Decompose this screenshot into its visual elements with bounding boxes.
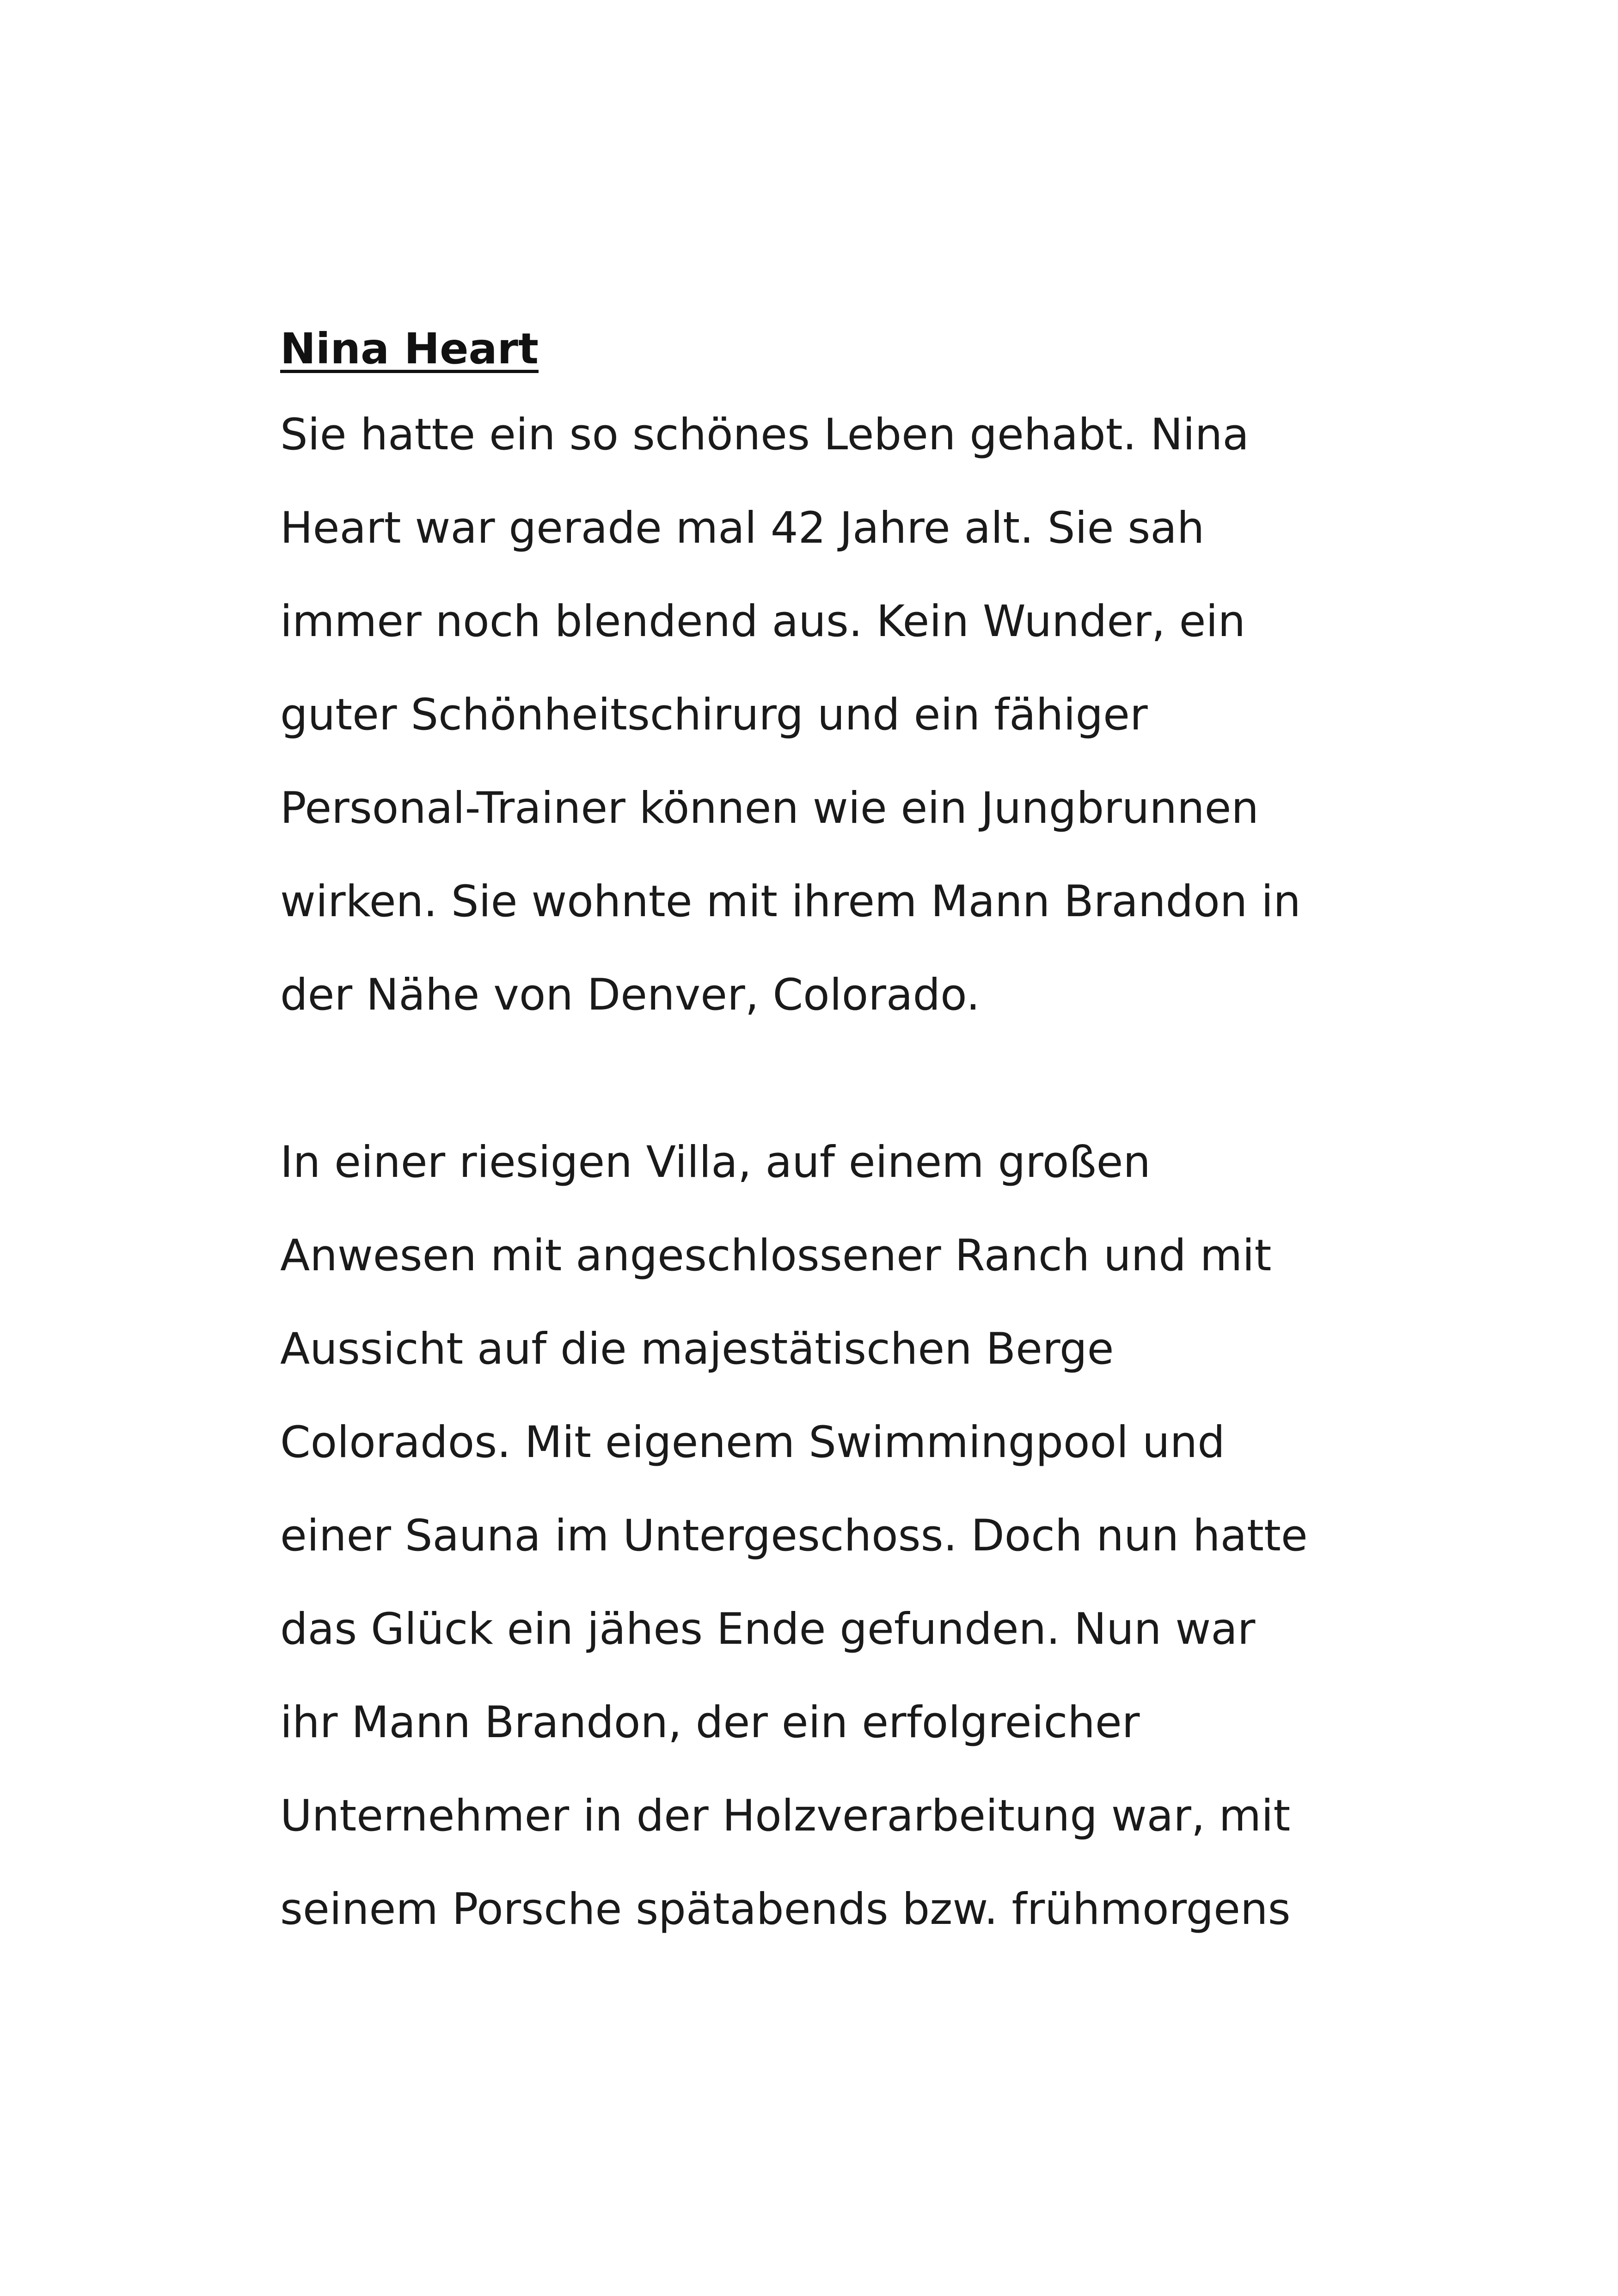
text-line: In einer riesigen Villa, auf einem großen [280, 1137, 1151, 1188]
document-body [280, 319, 1353, 1956]
paragraph-1 [280, 388, 1353, 1042]
text-line: Unternehmer in der Holzverarbeitung war, mit [280, 1791, 1291, 1841]
text-line: guter Schönheitschirurg und ein fähiger [280, 690, 1148, 740]
text-line: ihr Mann Brandon, der ein erfolgreicher [280, 1697, 1140, 1748]
text-line: wirken. Sie wohnte mit ihrem Mann Brandon in [280, 876, 1301, 927]
text-line: seinem Porsche spätabends bzw. frühmorgens [280, 1884, 1291, 1935]
text-line: Personal-Trainer können wie ein Jungbrunnen [280, 783, 1259, 833]
text-line: das Glück ein jähes Ende gefunden. Nun war [280, 1604, 1256, 1654]
text-line: Heart war gerade mal 42 Jahre alt. Sie sah [280, 503, 1205, 553]
text-line: der Nähe von Denver, Colorado. [280, 970, 980, 1020]
paragraph-2 [280, 1116, 1353, 1956]
document-title: Nina Heart [280, 324, 539, 373]
text-line: Aussicht auf die majestätischen Berge [280, 1324, 1114, 1374]
text-line: Sie hatte ein so schönes Leben gehabt. Nina [280, 410, 1249, 460]
text-line: Colorados. Mit eigenem Swimmingpool und [280, 1417, 1225, 1468]
text-line: Anwesen mit angeschlossener Ranch und mit [280, 1231, 1272, 1281]
text-line: einer Sauna im Untergeschoss. Doch nun hatte [280, 1511, 1308, 1561]
text-line: immer noch blendend aus. Kein Wunder, ein [280, 596, 1246, 647]
